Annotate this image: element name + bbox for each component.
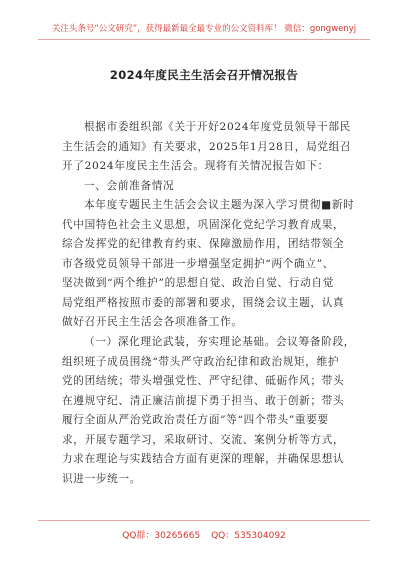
body-line: 开了2024年度民主生活会。现将有关情况报告如下： [62,160,329,173]
body-line: 履行全面从严治党政治责任方面”等“四个带头”重要要 [62,414,329,427]
body-line: 代中国特色社会主义思想，巩固深化党纪学习教育成果， [62,218,345,231]
body-line: （一）深化理论武装，夯实理论基础。会议筹备阶段， [84,336,356,349]
header-divider [38,39,370,40]
body-line: 党的团结统；带头增强党性、严守纪律、砥砺作风；带头 [62,375,345,388]
document-title: 2024年度民主生活会召开情况报告 [109,68,299,82]
body-line: 坚决做到“两个维护”的思想自觉、政治自觉、行动自觉 [62,277,334,290]
body-line: 识进一步统一。 [62,472,142,485]
body-line: 求，开展专题学习，采取研讨、交流、案例分析等方式， [62,433,345,446]
document-body [62,118,356,489]
body-line: 做好召开民主生活会各项准备工作。 [62,316,243,329]
body-line: 根据市委组织部《关于开好2024年度党员领导干部民 [84,121,351,133]
footer-divider [38,520,370,521]
footer-qq-group: QQ群：30265665 [122,531,201,541]
body-line: 力求在理论与实践结合方面有更深的理解，并确保思想认 [62,453,345,466]
footer-contact [0,528,408,541]
footer-qq: QQ：535304092 [211,531,286,541]
body-line: 在遵规守纪、清正廉洁前提下勇于担当、敢于创新；带头 [62,394,345,407]
body-line: 组织班子成员围绕“带头严守政治纪律和政治规矩，维护 [62,355,340,368]
body-line: 综合发挥党的纪律教育约束、保障激励作用，团结带领全 [62,238,345,251]
body-line: 本年度专题民主生活会会议主题为深入学习贯彻■新时 [84,199,355,212]
body-line: 市各级党员领导干部进一步增强坚定拥护“两个确立”、 [62,257,334,270]
body-line: 一、会前准备情况 [84,179,175,192]
body-line: 局党组严格按照市委的部署和要求，围绕会议主题，认真 [62,296,345,309]
body-line: 主生活会的通知》有关要求，2025年1月28日，局党组召 [62,140,352,153]
header-notice: 关注头条号“公文研究”，获得最新最全最专业的公文资料库！ 微信：gongwenyj [51,24,357,34]
